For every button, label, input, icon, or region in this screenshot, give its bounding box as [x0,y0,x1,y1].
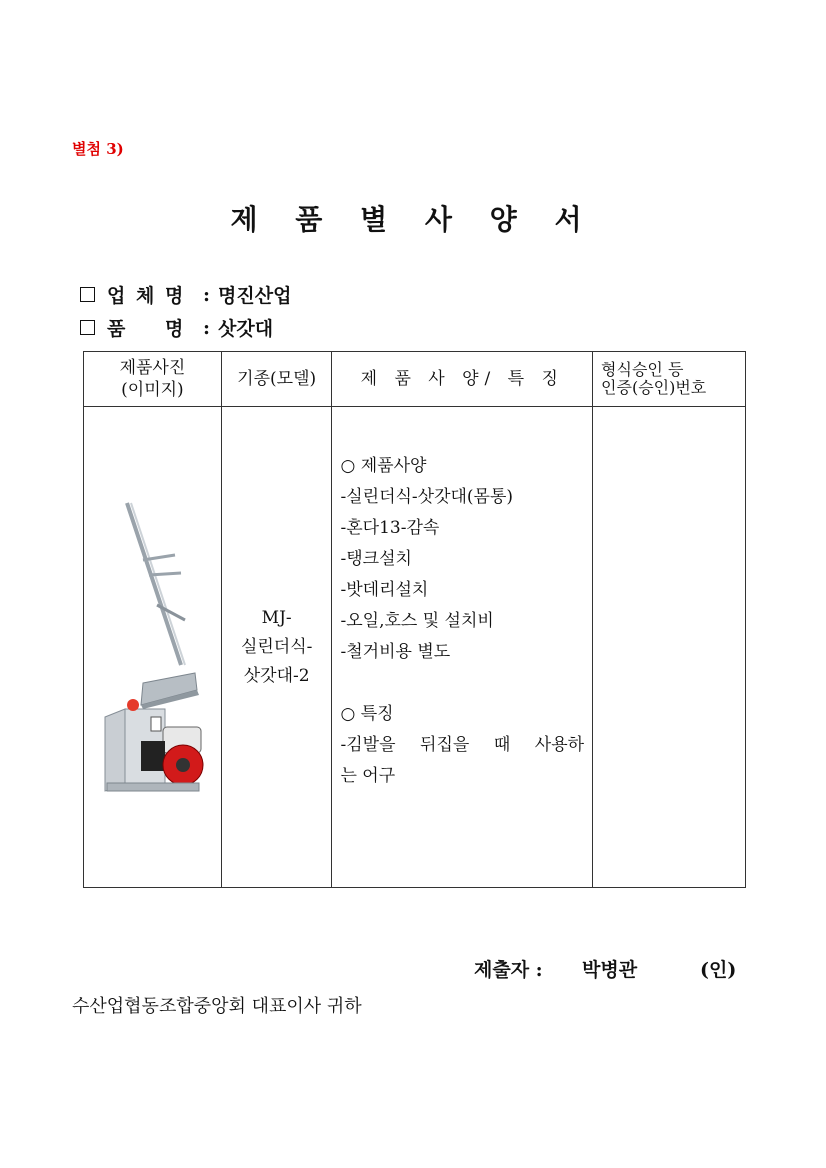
feature-heading: ○ 특징 [340,704,394,724]
header-cert-line1: 형식승인 등 [601,360,684,379]
spec-item: -탱크설치 [340,549,412,569]
spec-item: -철거비용 별도 [340,642,451,662]
addressee: 수산업협동조합중앙회 대표이사 귀하 [72,996,362,1017]
header-spec: 제 품 사 양/ 특 징 [332,352,593,407]
model-cell [221,407,332,888]
header-cert [593,352,746,407]
model-line: 실린더식- [240,636,313,657]
document-title: 제 품 별 사 양 서 [230,203,596,236]
table-header-row [84,352,746,407]
header-photo [84,352,222,407]
attachment-label: 별첨 3) [72,140,124,158]
feature-line: -김발을 뒤집을 때 사용하 [340,735,585,755]
model-line: MJ- [261,607,292,628]
spec-cell [332,407,593,888]
table-row [84,407,746,888]
feature-line: 는 어구 [340,766,396,786]
spec-item: -오일,호스 및 설치비 [340,611,494,631]
company-label: 업 체 명 [107,285,186,307]
product-photo [97,495,207,795]
company-name: 명진산업 [218,285,292,307]
header-photo-line1: 제품사진 [119,358,186,378]
product-colon: : [203,316,211,339]
spec-item: -혼다13-감속 [340,518,440,538]
header-cert-line2: 인증(승인)번호 [601,378,707,397]
submitter-name: 박병관 [582,959,638,981]
product-name: 삿갓대 [218,318,274,340]
header-model: 기종(모델) [221,352,332,407]
checkbox-icon [80,320,95,335]
company-line [80,281,291,308]
company-colon: : [203,283,211,306]
product-label: 품 명 [107,318,184,340]
header-photo-line2: (이미지) [121,380,184,400]
cert-cell [593,407,746,888]
spec-item: -실린더식-삿갓대(몸통) [340,487,514,507]
product-line [80,314,273,341]
seal-mark: (인) [700,959,737,981]
spec-heading: ○ 제품사양 [340,456,427,476]
product-photo-cell [84,407,222,888]
submitter-label: 제출자 : [474,959,543,981]
submitter-line [474,955,736,982]
spec-table [83,351,746,888]
model-line: 삿갓대-2 [243,665,310,686]
spec-item: -밧데리설치 [340,580,429,600]
checkbox-icon [80,287,95,302]
